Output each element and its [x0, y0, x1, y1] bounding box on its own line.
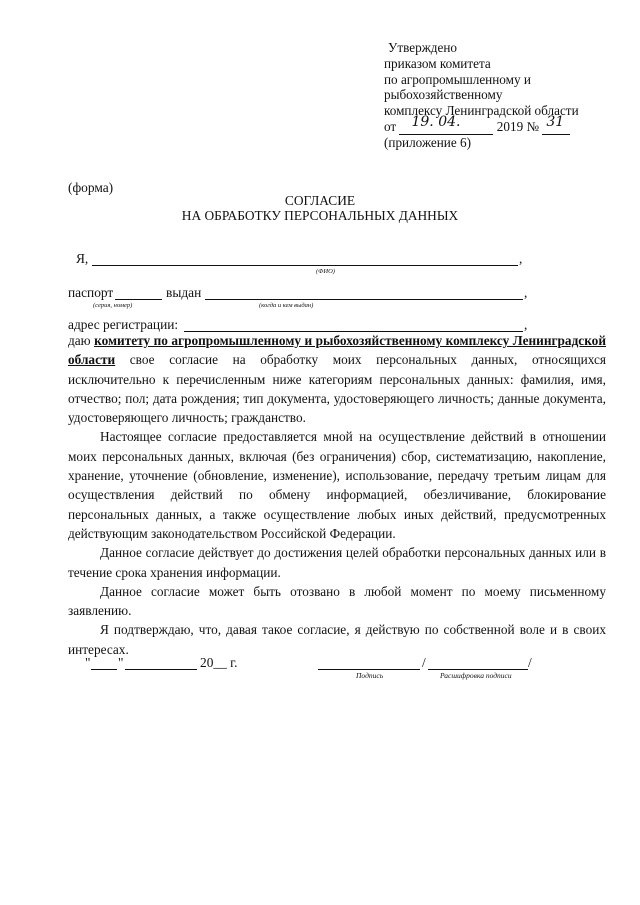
- consent-paragraph-3: Данное согласие действует до достижения целей обработки персональных данных или в течение срока хранения информации.: [68, 545, 606, 580]
- number-underline: [542, 113, 570, 135]
- fio-comma: ,: [519, 251, 523, 266]
- approval-appendix: (приложение 6): [384, 134, 471, 150]
- signature-decode-field-line[interactable]: [428, 669, 528, 670]
- issued-comma: ,: [524, 285, 528, 300]
- handwritten-date: 19. 04.: [411, 113, 461, 130]
- give-prefix: даю: [68, 333, 91, 348]
- form-label: (форма): [68, 180, 114, 195]
- approval-line-5: комплексу Ленинградской области: [384, 103, 579, 119]
- issued-field-line[interactable]: [205, 299, 523, 300]
- address-comma: ,: [524, 317, 528, 332]
- date-prefix: от: [384, 118, 397, 134]
- ya-label: Я,: [76, 251, 89, 266]
- issued-label: выдан: [166, 285, 202, 300]
- consent-paragraph-2: Настоящее согласие предоставляется мной на осуществление действий в отношении моих персональных данных, включая (без ограничения) сбор, систематизацию, накопление, хранение, уточнение (обновление, изменение), использование, передачу третьим лицам для осуществления действий по обмену информацией, обезличивание, блокирование персональных данных, а также осуществление любых иных действий, предусмотренных действующим законодательством Российской Федерации.: [68, 429, 606, 541]
- series-hint: (серия, номер): [93, 302, 133, 309]
- year-text: 20__ г.: [200, 655, 238, 670]
- signature-field-line[interactable]: [318, 669, 420, 670]
- document-title-line-2: НА ОБРАБОТКУ ПЕРСОНАЛЬНЫХ ДАННЫХ: [181, 208, 459, 223]
- consent-paragraph-4: Данное согласие может быть отозвано в любой момент по моему письменному заявлению.: [68, 583, 606, 619]
- date-quote-open: ": [85, 655, 91, 670]
- handwritten-number: 31: [546, 113, 565, 130]
- signature-decode-label: Расшифровка подписи: [440, 671, 512, 680]
- fio-hint: (ФИО): [316, 268, 335, 275]
- consent-paragraph-1: [68, 331, 606, 427]
- date-quote-close: ": [118, 655, 124, 670]
- approval-block: [384, 40, 579, 151]
- consent-body: [68, 331, 606, 659]
- approval-line-3: по агропромышленному и: [384, 71, 531, 87]
- consent-paragraph-5: Я подтверждаю, что, давая такое согласие, я действую по собственной воле и в своих интересах.: [68, 622, 606, 657]
- signature-slash-1: /: [422, 655, 426, 670]
- approval-line-2: приказом комитета: [384, 55, 491, 71]
- passport-series-field-line[interactable]: [115, 299, 162, 300]
- approval-line-4: рыбохозяйственному: [384, 87, 503, 103]
- approval-date-line: [384, 113, 579, 135]
- address-label: адрес регистрации:: [68, 317, 179, 332]
- document-title-line-1: СОГЛАСИЕ: [284, 193, 356, 208]
- day-field-line[interactable]: [91, 669, 117, 670]
- month-field-line[interactable]: [125, 669, 197, 670]
- passport-label: паспорт: [68, 285, 114, 300]
- paragraph-1-rest: свое согласие на обработку моих персональных данных, относящихся исключительно к перечисленным ниже категориям персональных данных: фамилия, имя, отчество; пол; дата рождения; тип документа, удостоверяющего личность; данные документа, удостоверяющего личность; гражданство.: [68, 352, 606, 426]
- year-number-label: 2019 №: [496, 118, 540, 134]
- issued-hint: (когда и кем выдан): [259, 302, 314, 309]
- approval-line-1: Утверждено: [388, 40, 458, 55]
- signature-label: Подпись: [356, 671, 384, 680]
- fio-field-line[interactable]: [92, 265, 518, 266]
- committee-name: комитету по агропромышленному и рыбохозяйственному комплексу Ленинградской области: [68, 333, 606, 368]
- date-underline: [399, 113, 493, 135]
- signature-slash-2: /: [528, 655, 532, 670]
